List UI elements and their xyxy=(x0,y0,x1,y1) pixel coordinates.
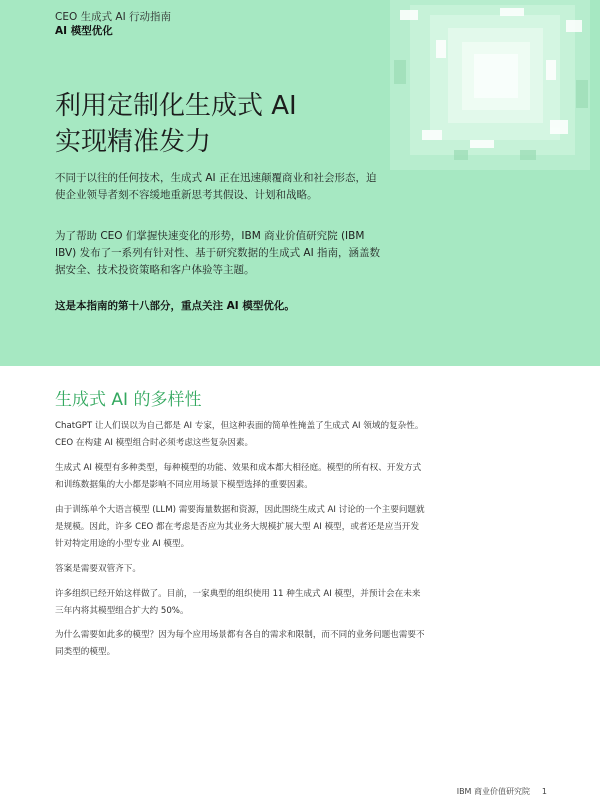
decorative-tunnel-graphic xyxy=(370,0,600,180)
body-paragraph: 答案是需要双管齐下。 xyxy=(55,564,141,574)
body-paragraph: 由于训练单个大语言模型 (LLM) 需要海量数据和资源，因此围绕生成式 AI 讨论的一个主要问题就是规模。因此，许多 CEO 都在考虑是否应为其业务大规模扩展大型 AI 模型，或者还是应当开发针对特定用途的小型专业 AI 模型。 xyxy=(55,505,425,549)
guide-section-label: AI 模型优化 xyxy=(55,25,113,37)
page-title-line-2: 实现精准发力 xyxy=(55,127,212,157)
guide-kicker: CEO 生成式 AI 行动指南 xyxy=(55,11,172,23)
page-title-line-1: 利用定制化生成式 AI xyxy=(55,91,297,121)
page-title xyxy=(55,88,375,160)
body-paragraph: 为什么需要如此多的模型？因为每个应用场景都有各自的需求和限制，而不同的业务问题也需要不同类型的模型。 xyxy=(55,630,425,657)
footer-brand: IBM 商业价值研究院 xyxy=(456,787,530,796)
hero-paragraph: 为了帮助 CEO 们掌握快速变化的形势，IBM 商业价值研究院 (IBM IBV) 发布了一系列有针对性、基于研究数据的生成式 AI 指南，涵盖数据安全、技术投资策略和客户体验等主题。 xyxy=(55,230,381,276)
section-title: 生成式 AI 的多样性 xyxy=(55,390,202,410)
hero-paragraph: 不同于以往的任何技术，生成式 AI 正在迅速颠覆商业和社会形态，迫使企业领导者刻不容缓地重新思考其假设、计划和战略。 xyxy=(55,172,377,201)
page-number: 1 xyxy=(541,787,547,796)
body-paragraph: 许多组织已经开始这样做了。目前，一家典型的组织使用 11 种生成式 AI 模型，并预计会在未来三年内将其模型组合扩大约 50%。 xyxy=(55,589,421,616)
hero-highlight: 这是本指南的第十八部分，重点关注 AI 模型优化。 xyxy=(55,300,295,312)
hero-banner xyxy=(0,0,600,366)
body-paragraph: ChatGPT 让人们误以为自己都是 AI 专家，但这种表面的简单性掩盖了生成式 AI 领域的复杂性。CEO 在构建 AI 模型组合时必须考虑这些复杂因素。 xyxy=(55,421,424,448)
body-paragraph: 生成式 AI 模型有多种类型，每种模型的功能、效果和成本都大相径庭。模型的所有权、开发方式和训练数据集的大小都是影响不同应用场景下模型选择的重要因素。 xyxy=(55,463,422,490)
